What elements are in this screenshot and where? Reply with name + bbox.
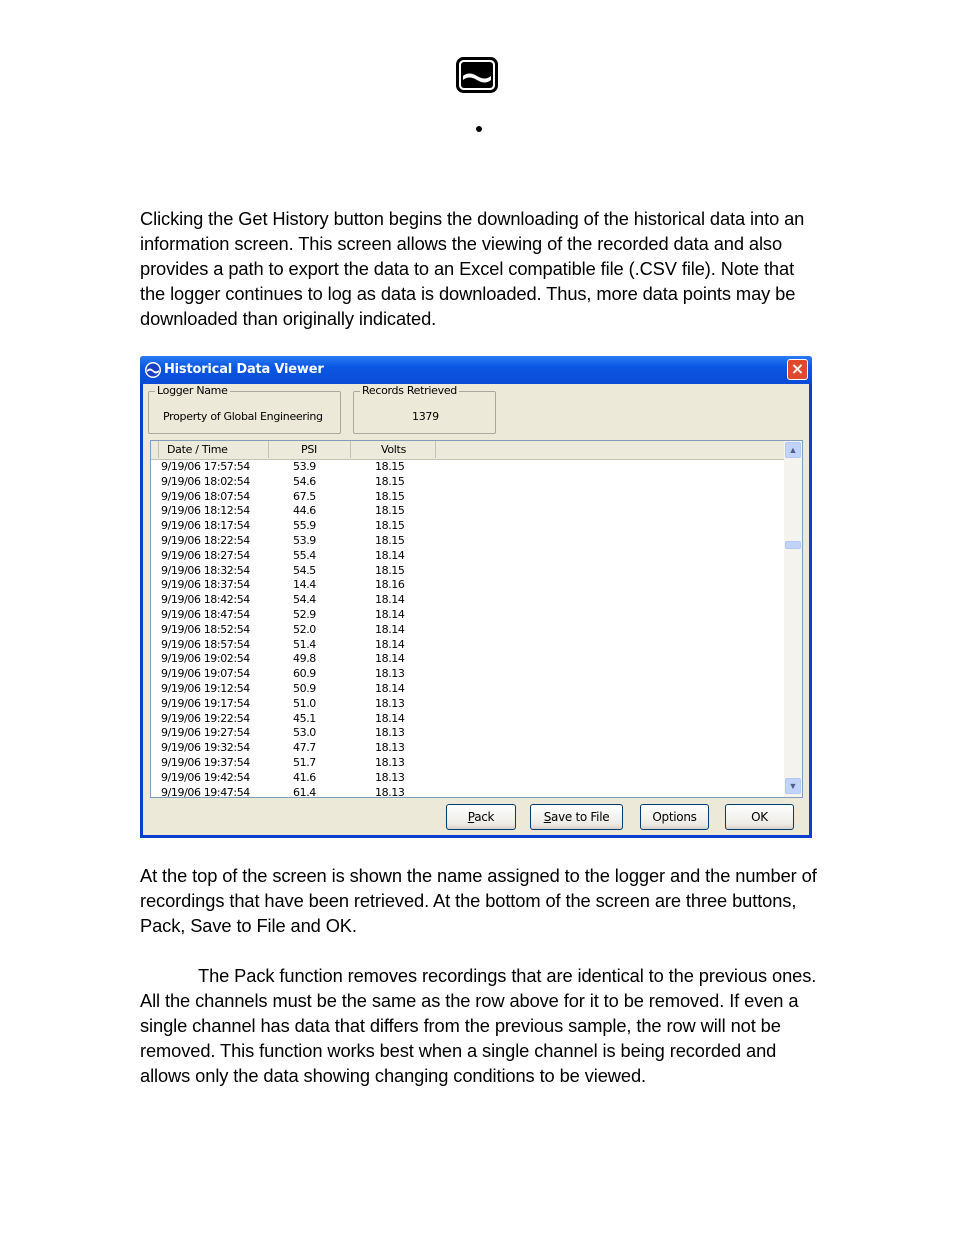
cell-psi: 49.8 [293,652,316,666]
table-row[interactable] [151,786,784,798]
cell-datetime: 9/19/06 18:17:54 [161,519,250,533]
text-line: allows only the data showing changing conditions to be viewed. [140,1065,647,1086]
records-retrieved-group [353,384,496,434]
cell-datetime: 9/19/06 19:02:54 [161,652,250,666]
text-line: At the top of the screen is shown the name assigned to the logger and the number of [140,865,817,886]
text-line: single channel has data that differs from the previous sample, the row will not be [140,1015,781,1036]
text-line: Clicking the Get History button begins the downloading of the historical data into an [140,208,805,229]
table-row[interactable] [151,712,784,727]
table-row[interactable] [151,756,784,771]
cell-psi: 51.0 [293,696,316,710]
cell-volts: 18.15 [375,474,405,488]
cell-psi: 67.5 [293,489,316,503]
records-retrieved-label: Records Retrieved [362,384,457,397]
table-row[interactable] [151,564,784,579]
cell-datetime: 9/19/06 19:47:54 [161,785,250,798]
cell-datetime: 9/19/06 18:32:54 [161,563,250,577]
cell-volts: 18.14 [375,682,405,695]
cell-volts: 18.14 [375,608,405,621]
save-to-file-button[interactable] [530,804,623,830]
table-row[interactable] [151,667,784,682]
cell-psi: 52.9 [293,608,316,621]
cell-volts: 18.15 [375,504,405,518]
cell-volts: 18.16 [375,578,405,592]
cell-volts: 18.13 [375,696,405,710]
cell-datetime: 9/19/06 18:12:54 [161,504,250,518]
text-line: removed. This function works best when a single channel is being recorded and [140,1040,777,1061]
text-line: The Pack function removes recordings that are identical to the previous ones. [198,965,817,986]
company-logo [456,57,498,93]
scroll-up-button[interactable] [785,442,801,458]
chevron-up-icon: ▲ [788,445,798,455]
scrollbar-thumb[interactable] [785,541,801,549]
header-spacer [151,441,159,458]
logger-name-label: Logger Name [157,384,228,397]
history-list[interactable] [150,440,803,798]
window-titlebar[interactable] [140,356,812,384]
scroll-down-button[interactable] [785,778,801,794]
cell-psi: 53.9 [293,534,316,547]
cell-psi: 61.4 [293,785,316,798]
cell-datetime: 9/19/06 18:37:54 [161,578,250,592]
cell-psi: 51.4 [293,637,316,651]
cell-psi: 60.9 [293,667,316,681]
cell-psi: 50.9 [293,682,316,695]
table-row[interactable] [151,475,784,490]
table-row[interactable] [151,771,784,786]
cell-psi: 53.0 [293,726,316,740]
cell-volts: 18.14 [375,637,405,651]
cell-datetime: 9/19/06 19:27:54 [161,726,250,740]
pack-paragraph [140,963,820,1088]
cell-datetime: 9/19/06 18:02:54 [161,474,250,488]
cell-psi: 54.5 [293,563,316,577]
cell-datetime: 9/19/06 19:07:54 [161,667,250,681]
column-header-volts[interactable]: Volts [351,441,436,458]
column-header-datetime[interactable]: Date / Time [159,441,269,458]
cell-datetime: 9/19/06 19:42:54 [161,770,250,784]
window-title: Historical Data Viewer [164,362,324,377]
cell-volts: 18.13 [375,785,405,798]
pack-accelerator: P [467,810,475,824]
cell-datetime: 9/19/06 18:22:54 [161,534,250,547]
cell-psi: 45.1 [293,711,316,725]
cell-volts: 18.13 [375,667,405,681]
pack-button[interactable] [446,804,516,830]
cell-datetime: 9/19/06 18:07:54 [161,489,250,503]
list-header [151,441,784,460]
cell-datetime: 9/19/06 18:52:54 [161,622,250,636]
options-button[interactable]: Options [640,804,709,830]
cell-datetime: 9/19/06 19:17:54 [161,696,250,710]
text-line: Pack, Save to File and OK. [140,915,357,936]
cell-psi: 53.9 [293,460,316,473]
cell-datetime: 9/19/06 19:22:54 [161,711,250,725]
save-accelerator: S [543,810,552,824]
cell-datetime: 9/19/06 19:32:54 [161,741,250,755]
table-row[interactable] [151,638,784,653]
text-line: the logger continues to log as data is downloaded. Thus, more data points may be [140,283,796,304]
table-row[interactable] [151,741,784,756]
close-button[interactable] [787,359,808,380]
cell-psi: 52.0 [293,622,316,636]
intro-paragraph [140,206,820,331]
vertical-scrollbar[interactable] [784,441,802,797]
cell-datetime: 9/19/06 19:37:54 [161,756,250,769]
cell-psi: 51.7 [293,756,316,769]
cell-psi: 47.7 [293,741,316,755]
table-row[interactable] [151,578,784,593]
ok-button[interactable]: OK [725,804,794,830]
cell-volts: 18.13 [375,726,405,740]
table-row[interactable] [151,534,784,549]
records-retrieved-value: 1379 [412,410,439,423]
cell-psi: 44.6 [293,504,316,518]
text-line: All the channels must be the same as the row above for it to be removed. If even a [140,990,799,1011]
table-row[interactable] [151,519,784,534]
cell-datetime: 9/19/06 18:57:54 [161,637,250,651]
cell-psi: 14.4 [293,578,316,592]
cell-volts: 18.15 [375,563,405,577]
bullet-marker [476,126,482,132]
table-row[interactable] [151,652,784,667]
column-header-psi[interactable]: PSI [269,441,351,458]
cell-psi: 55.9 [293,519,316,533]
cell-psi: 41.6 [293,770,316,784]
text-line: provides a path to export the data to an Excel compatible file (.CSV file). Note that [140,258,795,279]
table-row[interactable] [151,682,784,697]
table-row[interactable] [151,504,784,519]
cell-datetime: 9/19/06 18:47:54 [161,608,250,621]
cell-datetime: 9/19/06 19:12:54 [161,682,250,695]
cell-volts: 18.14 [375,711,405,725]
cell-datetime: 9/19/06 18:42:54 [161,593,250,607]
chevron-down-icon: ▼ [788,781,798,791]
top-of-screen-paragraph [140,863,820,938]
cell-volts: 18.14 [375,652,405,666]
app-icon [144,361,162,379]
table-row[interactable] [151,460,784,475]
table-row[interactable] [151,549,784,564]
table-row[interactable] [151,593,784,608]
cell-datetime: 9/19/06 18:27:54 [161,548,250,562]
close-icon: × [790,359,805,378]
cell-psi: 55.4 [293,548,316,562]
cell-volts: 18.14 [375,593,405,607]
logger-name-value: Property of Global Engineering [163,410,323,423]
cell-volts: 18.13 [375,756,405,769]
cell-psi: 54.6 [293,474,316,488]
text-line: information screen. This screen allows the viewing of the recorded data and also [140,233,783,254]
logger-name-group [148,384,341,434]
table-row[interactable] [151,623,784,638]
table-row[interactable] [151,697,784,712]
text-line: recordings that have been retrieved. At the bottom of the screen are three buttons, [140,890,797,911]
historical-data-viewer-window [140,356,812,838]
save-label: ave to File [551,810,610,824]
cell-psi: 54.4 [293,593,316,607]
cell-volts: 18.14 [375,548,405,562]
table-row[interactable] [151,726,784,741]
cell-volts: 18.13 [375,741,405,755]
cell-volts: 18.13 [375,770,405,784]
cell-volts: 18.15 [375,519,405,533]
table-row[interactable] [151,490,784,505]
cell-datetime: 9/19/06 17:57:54 [161,460,250,473]
table-row[interactable] [151,608,784,623]
window-client-area [143,384,809,835]
cell-volts: 18.15 [375,534,405,547]
cell-volts: 18.14 [375,622,405,636]
cell-volts: 18.15 [375,489,405,503]
pack-label: ack [474,810,495,824]
cell-volts: 18.15 [375,460,405,473]
text-line: downloaded than originally indicated. [140,308,437,329]
